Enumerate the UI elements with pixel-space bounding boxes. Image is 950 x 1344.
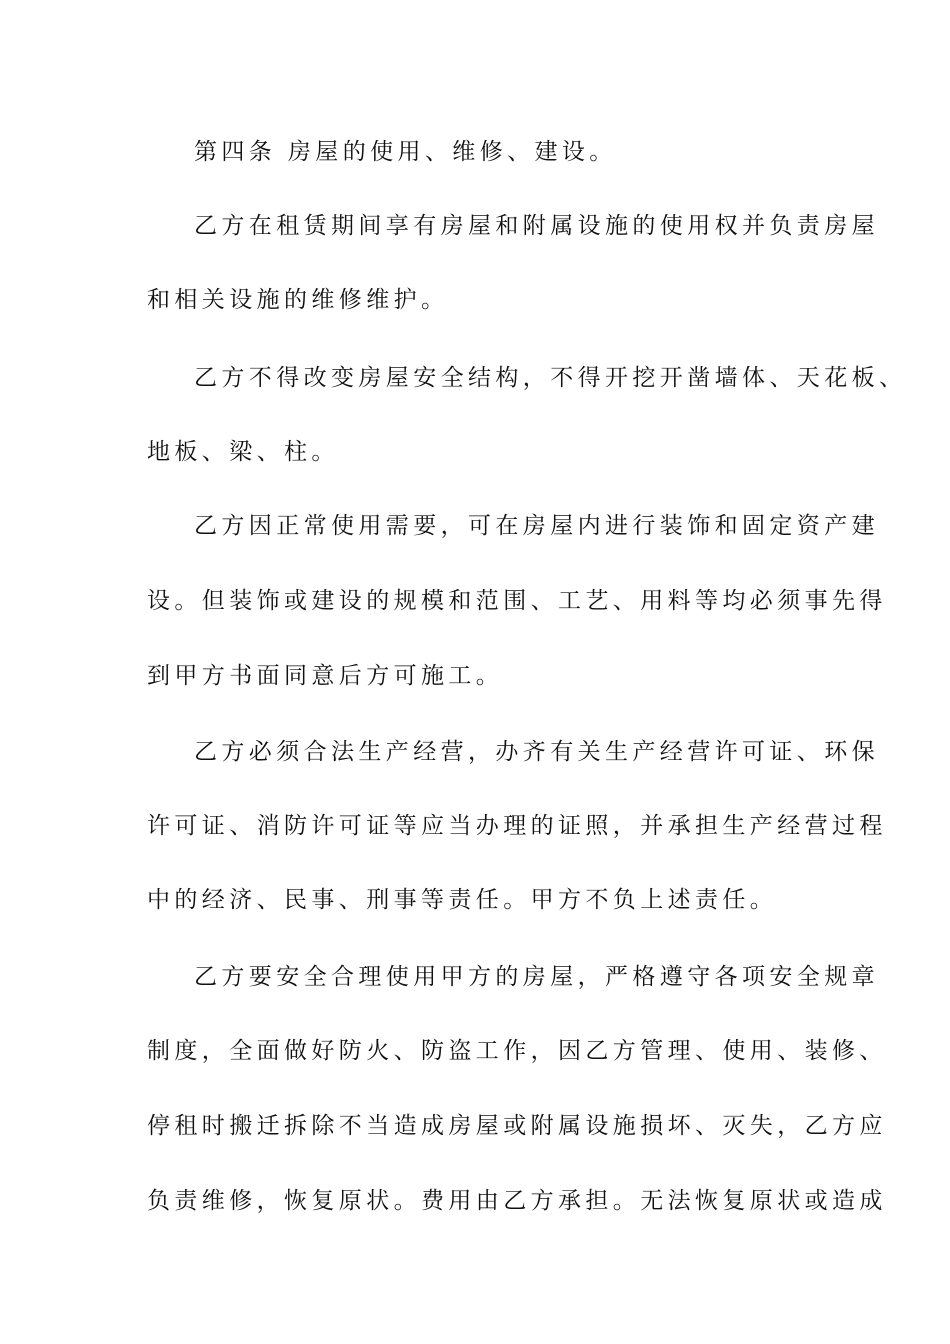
article-heading: 第四条 房屋的使用、维修、建设。 xyxy=(194,139,617,165)
paragraph-line: 负责维修，恢复原状。费用由乙方承担。无法恢复原状或造成 xyxy=(147,1188,887,1214)
paragraph-line: 乙方要安全合理使用甲方的房屋，严格遵守各项安全规章 xyxy=(194,964,879,990)
paragraph-line: 和相关设施的维修维护。 xyxy=(147,287,449,313)
paragraph-line: 到甲方书面同意后方可施工。 xyxy=(147,663,504,689)
paragraph-line: 停租时搬迁拆除不当造成房屋或附属设施损坏、灭失，乙方应 xyxy=(147,1113,887,1139)
paragraph-line: 乙方必须合法生产经营，办齐有关生产经营许可证、环保 xyxy=(194,739,879,765)
paragraph-line: 中的经济、民事、刑事等责任。甲方不负上述责任。 xyxy=(147,887,778,913)
paragraph-line: 许可证、消防许可证等应当办理的证照，并承担生产经营过程 xyxy=(147,813,887,839)
paragraph-line: 乙方在租赁期间享有房屋和附属设施的使用权并负责房屋 xyxy=(194,213,879,239)
paragraph-line: 设。但装饰或建设的规模和范围、工艺、用料等均必须事先得 xyxy=(147,588,887,614)
paragraph-line: 乙方因正常使用需要，可在房屋内进行装饰和固定资产建 xyxy=(194,513,879,539)
paragraph-line: 乙方不得改变房屋安全结构，不得开挖开凿墙体、天花板、 xyxy=(194,365,907,391)
paragraph-line: 制度，全面做好防火、防盗工作，因乙方管理、使用、装修、 xyxy=(147,1038,887,1064)
paragraph-line: 地板、梁、柱。 xyxy=(147,439,339,465)
